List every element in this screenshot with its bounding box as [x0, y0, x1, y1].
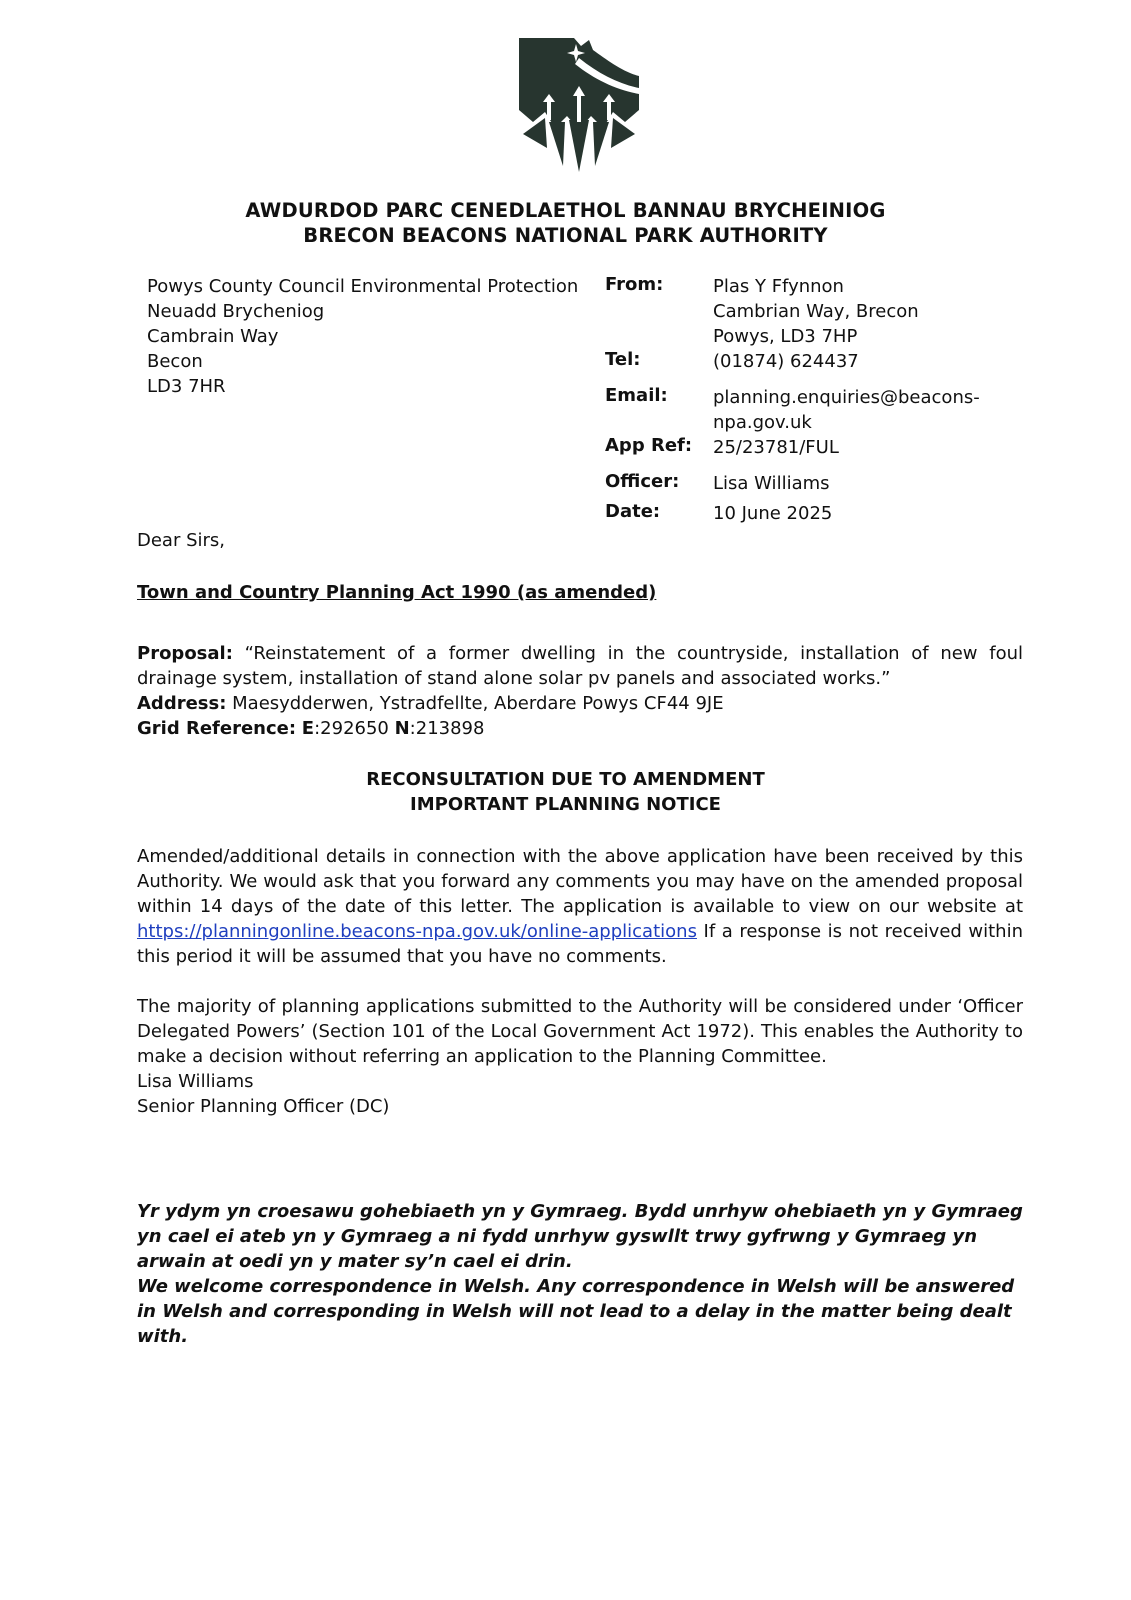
gridref-label: Grid Reference:: [137, 718, 297, 739]
address-text: Maesydderwen, Ystradfellte, Aberdare Powys CF44 9JE: [226, 693, 724, 714]
grid-reference: [137, 716, 1023, 741]
officer-label: Officer:: [605, 471, 680, 492]
act-title: Town and Country Planning Act 1990 (as amended): [137, 582, 657, 603]
para1-text: Amended/additional details in connection with the above application have been received by this Authority. We would ask that you forward any comments you may have on the amended proposal within 14 days of the date of this letter. The application is available to view on our website at: [137, 846, 1023, 917]
recipient-line: LD3 7HR: [147, 376, 226, 397]
officer-value: Lisa Williams: [713, 473, 830, 494]
from-line: Powys, LD3 7HP: [713, 326, 858, 347]
from-value: [713, 274, 983, 349]
delegated-powers-paragraph: The majority of planning applications submitted to the Authority will be considered under ‘Officer Delegated Powers’ (Section 101 of the Local Government Act 1972). This enables the Authority to make a decision without referring an application to the Planning Committee.: [137, 996, 1023, 1067]
appref-value: 25/23781/FUL: [713, 437, 839, 458]
appref-label: App Ref:: [605, 435, 693, 456]
recipient-line: Cambrain Way: [147, 326, 279, 347]
signoff-name: Lisa Williams: [137, 1071, 254, 1092]
gridref-e-label: E: [301, 718, 315, 739]
from-line: Cambrian Way, Brecon: [713, 301, 919, 322]
proposal: [137, 641, 1023, 691]
recipient-line: Neuadd Brycheniog: [147, 301, 325, 322]
gridref-n-value: :213898: [409, 718, 485, 739]
welsh-notice-cy: Yr ydym yn croesawu gohebiaeth yn y Gymraeg. Bydd unrhyw ohebiaeth yn y Gymraeg yn cael ei ateb yn y Gymraeg a ni fydd unrhyw gyswllt trwy gyfrwng y Gymraeg yn arwain at oedi yn y mater sy’n cael ei drin.: [137, 1201, 1023, 1272]
welsh-notice-en: We welcome correspondence in Welsh. Any correspondence in Welsh will be answered in Welsh and corresponding in Welsh will not lead to a delay in the matter being dealt with.: [137, 1276, 1015, 1347]
recipient-line: Powys County Council Environmental Protection: [147, 276, 579, 297]
date-label: Date:: [605, 501, 661, 522]
proposal-label: Proposal:: [137, 643, 233, 664]
tel-value: (01874) 624437: [713, 351, 859, 372]
proposal-text: “Reinstatement of a former dwelling in the countryside, installation of new foul drainage system, installation of stand alone solar pv panels and associated works.”: [137, 643, 1023, 689]
tel-label: Tel:: [605, 349, 641, 370]
email-label: Email:: [605, 385, 668, 406]
notice-line-2: IMPORTANT PLANNING NOTICE: [410, 794, 721, 815]
org-title-welsh: AWDURDOD PARC CENEDLAETHOL BANNAU BRYCHEINIOG: [245, 199, 886, 222]
signoff-title: Senior Planning Officer (DC): [137, 1096, 390, 1117]
para1-tail: If a response is not received within this period it will be assumed that you have no comments.: [137, 921, 1023, 967]
signoff: [137, 1069, 1023, 1119]
salutation: Dear Sirs,: [137, 530, 226, 551]
welsh-language-notice: [137, 1199, 1027, 1349]
recipient-address: [147, 274, 578, 399]
gridref-e-value: :292650: [314, 718, 395, 739]
notice-line-1: RECONSULTATION DUE TO AMENDMENT: [366, 769, 765, 790]
email-value: [713, 385, 983, 435]
from-label: From:: [605, 274, 664, 295]
address-label: Address:: [137, 693, 227, 714]
planning-online-link[interactable]: https://planningonline.beacons-npa.gov.uk/online-applications: [137, 921, 697, 942]
site-address: [137, 691, 1023, 716]
org-title-english: BRECON BEACONS NATIONAL PARK AUTHORITY: [303, 224, 828, 247]
gridref-n-label: N: [394, 718, 410, 739]
date-value: 10 June 2025: [713, 503, 833, 524]
recipient-line: Becon: [147, 351, 203, 372]
from-line: Plas Y Ffynnon: [713, 276, 844, 297]
email-line: npa.gov.uk: [713, 412, 812, 433]
notice-heading: [0, 767, 1131, 817]
national-park-emblem-icon: [519, 38, 639, 178]
reconsultation-paragraph: [137, 844, 1023, 969]
email-line: planning.enquiries@beacons-: [713, 387, 980, 408]
